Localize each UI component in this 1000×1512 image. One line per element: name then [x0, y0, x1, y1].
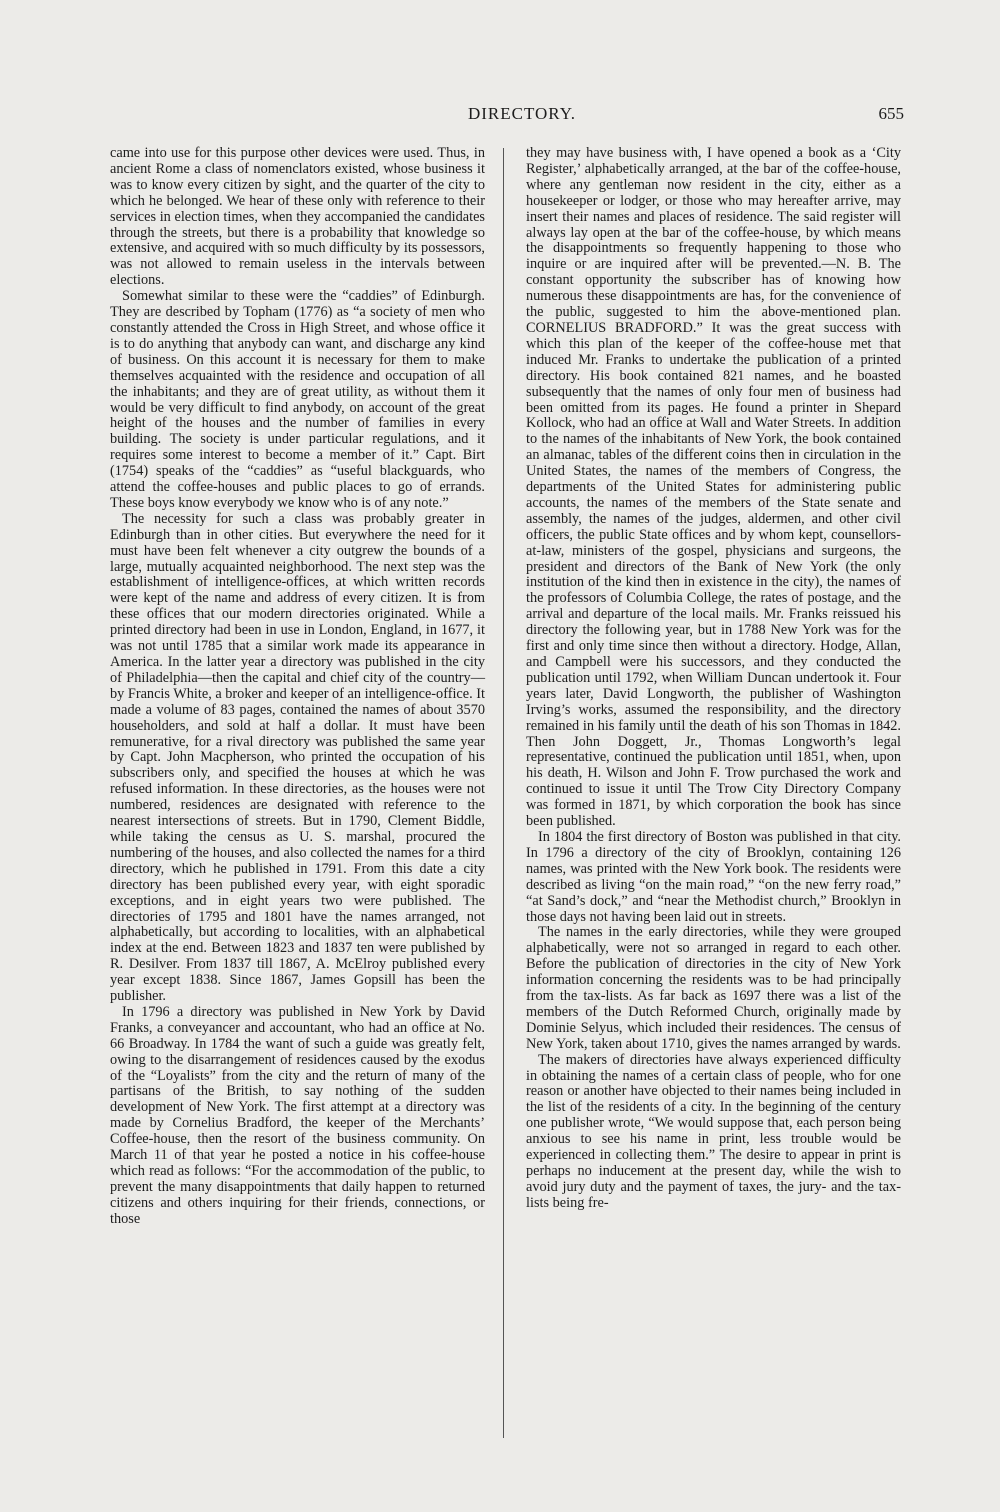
- paragraph: In 1804 the first directory of Boston was published in that city. In 1796 a directory of the city of Brooklyn, containing 126 names, was printed with the New York book. The residents were described as living “on the main road,” “on the new ferry road,” “at Sand’s dock,” and “near the Methodist church,” Brooklyn in those days not having been laid out in streets.: [526, 828, 901, 925]
- paragraph: The names in the early directories, while they were grouped alphabetically, were not so arranged in regard to each other. Before the publication of directories in the city of New York information concerning the residents was to be had principally from the tax-lists. As far back as 1697 there was a list of the members of the Dutch Reformed Church, originally made by Dominie Selyus, which included their residences. The census of New York, taken about 1710, gives the names arranged by wards.: [526, 924, 901, 1052]
- paragraph: they may have business with, I have opened a book as a ‘City Register,’ alphabetically arranged, at the bar of the coffee-house, where any gentleman now resident in the city, either as a housekeeper or lodger, or those who may hereafter arrive, may insert their names and places of residence. The said register will always lay open at the bar of the coffee-house, by which means the disappointments so frequently happening to those who inquire or are inquired after will be prevented.—N. B. The constant opportunity the subscriber has of knowing how numerous these disappointments are has, for the convenience of the public, suggested to him the above-mentioned plan. CORNELIUS BRADFORD.” It was the great success with which this plan of the keeper of the coffee-house met that induced Mr. Franks to undertake the publication of a printed directory. His book contained 821 names, and he boasted subsequently that the names of only four men of business had been omitted from its pages. He found a printer in Shepard Kollock, who had an office at Wall and Water Streets. In addition to the names of the inhabitants of New York, the book contained an almanac, tables of the different coins then in circulation in the United States, the names of the members of Congress, the departments of the United States for administering public accounts, the names of the members of the State senate and assembly, the names of the judges, aldermen, and other civil officers, the public State offices and by whom kept, counsellors-at-law, ministers of the gospel, physicians and surgeons, the president and directors of the Bank of New York (the only institution of the kind then in existence in the city), the names of the professors of Columbia College, the rates of postage, and the arrival and departure of the local mails. Mr. Franks reissued his directory the following year, but in 1788 New York was for the first and only time since then without a directory. Hodge, Allan, and Campbell were his successors, and they conducted the publication until 1792, when William Duncan undertook it. Four years later, David Longworth, the publisher of Washington Irving’s works, assumed the responsibility, and the directory remained in his family until the death of his son Thomas in 1842. Then John Doggett, Jr., Thomas Longworth’s legal representative, continued the publication until 1851, when, upon his death, H. Wilson and John F. Trow purchased the work and continued to issue it until The Trow City Directory Company was formed in 1871, by which corporation the book has since been published.: [526, 145, 901, 830]
- paragraph: The makers of directories have always experienced difficulty in obtaining the names of a certain class of people, who for one reason or another have objected to their names being included in the list of the residents of a city. In the beginning of the century one publisher wrote, “We would suppose that, each person being anxious to see his name in print, less trouble would be experienced in collecting them.” The desire to appear in print is perhaps no inducement at the present day, while the wish to avoid jury duty and the payment of taxes, the jury- and the tax-lists being fre-: [526, 1051, 901, 1211]
- page-header: [140, 104, 904, 128]
- left-column: [110, 146, 485, 1228]
- page-number: 655: [878, 104, 904, 123]
- running-title: DIRECTORY.: [467, 104, 577, 123]
- paragraph: In 1796 a directory was published in New York by David Franks, a conveyancer and accountant, who had an office at No. 66 Broadway. In 1784 the want of such a guide was greatly felt, owing to the disarrangement of residences caused by the exodus of the “Loyalists” from the city and the return of many of the partisans of the British, to say nothing of the sudden development of New York. The first attempt at a directory was made by Cornelius Bradford, the keeper of the Merchants’ Coffee-house, then the resort of the business community. On March 11 of that year he posted a notice in his coffee-house which read as follows: “For the accommodation of the public, to prevent the many disappointments that daily happen to returned citizens and others inquiring for their friends, connections, or those: [110, 1003, 485, 1227]
- paragraph: The necessity for such a class was probably greater in Edinburgh than in other cities. But everywhere the need for it must have been felt whenever a city outgrew the bounds of a large, mutually acquainted neighborhood. The next step was the establishment of intelligence-offices, at which written records were kept of the name and address of every citizen. It is from these offices that our modern directories originated. While a printed directory had been in use in London, England, in 1677, it was not until 1785 that a similar work made its appearance in America. In the latter year a directory was published in the city of Philadelphia—then the capital and chief city of the country—by Francis White, a broker and keeper of an intelligence-office. It made a volume of 83 pages, contained the names of about 3570 householders, and sold at half a dollar. It must have been remunerative, for a rival directory was published the same year by Capt. John Macpherson, who printed the occupation of his subscribers only, and specified the houses at which he was refused information. In these directories, as the houses were not numbered, residences are designated with reference to the nearest intersections of streets. But in 1790, Clement Biddle, while taking the census as U. S. marshal, procured the numbering of the houses, and also collected the names for a third directory, which he published in 1791. From this date a city directory has been published every year, with eight sporadic exceptions, and in eight years two were published. The directories of 1795 and 1801 have the names arranged, not alphabetically, but according to localities, with an alphabetical index at the end. Between 1823 and 1837 ten were published by R. Desilver. From 1837 till 1867, A. McElroy published every year except 1838. Since 1867, James Gopsill has been the publisher.: [110, 510, 486, 1005]
- paragraph: came into use for this purpose other devices were used. Thus, in ancient Rome a class of nomenclators existed, whose business it was to know every citizen by sight, and the quarter of the city to which he belonged. We hear of these only with reference to their services in election times, when they accompanied the candidates through the streets, but there is a probability that knowledge so extensive, and acquired with so much difficulty by its possessors, was not allowed to remain useless in the intervals between elections.: [110, 145, 485, 289]
- column-divider: [503, 148, 504, 1438]
- right-column: [526, 146, 901, 1212]
- paragraph: Somewhat similar to these were the “caddies” of Edinburgh. They are described by Topham (1776) as “a society of men who constantly attended the Cross in High Street, and whose office it is to do anything that anybody can want, and discharge any kind of business. On this account it is necessary for them to make themselves acquainted with the residence and occupation of all the inhabitants; and they are of great utility, as without them it would be very difficult to find anybody, on account of the great height of the houses and the number of families in every building. The society is under particular regulations, and it requires some interest to become a member of it.” Capt. Birt (1754) speaks of the “caddies” as “useful blackguards, who attend the coffee-houses and public places to go of errands. These boys know everybody we know who is of any note.”: [110, 288, 485, 511]
